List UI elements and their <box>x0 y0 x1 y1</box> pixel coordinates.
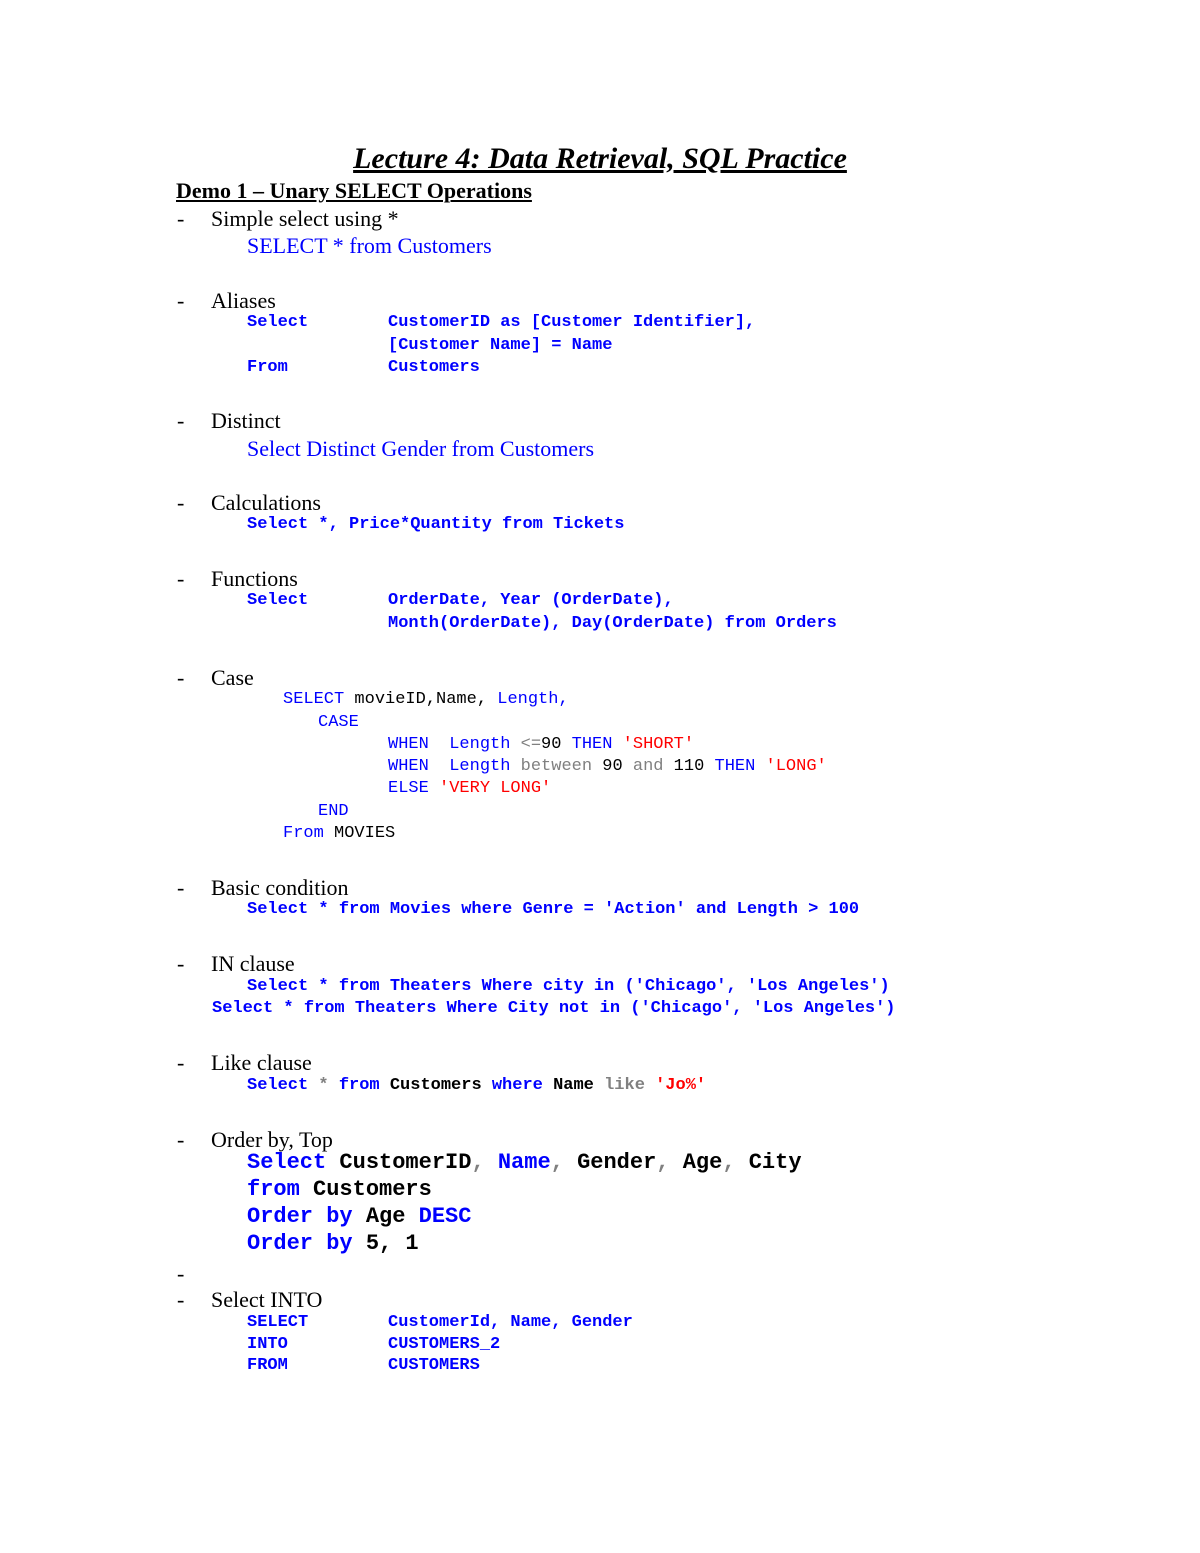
section-label-in-clause: IN clause <box>211 951 295 976</box>
code-select-into-line-2: CUSTOMERS_2 <box>388 1335 501 1354</box>
section-label-select-into: Select INTO <box>211 1287 323 1312</box>
section-label-case: Case <box>211 665 254 690</box>
code-aliases-line-3: Customers <box>388 358 480 377</box>
section-label-distinct: Distinct <box>211 408 281 433</box>
code-like-clause: Select * from Customers where Name like 'Jo%' <box>247 1076 707 1095</box>
bullet-dash: - <box>177 206 185 231</box>
code-aliases-select-keyword: Select <box>247 313 309 332</box>
code-basic-condition: Select * from Movies where Genre = 'Action' and Length > 100 <box>247 900 860 919</box>
code-functions-select-keyword: Select <box>247 591 309 610</box>
section-label-calculations: Calculations <box>211 490 321 515</box>
code-case-line-3: WHEN Length <=90 THEN 'SHORT' <box>388 735 695 754</box>
section-label-functions: Functions <box>211 566 298 591</box>
code-case-line-7: From MOVIES <box>283 824 396 843</box>
section-label-simple-select: Simple select using * <box>211 206 399 231</box>
code-case-line-2: CASE <box>318 713 359 732</box>
code-distinct: Select Distinct Gender from Customers <box>247 436 595 461</box>
code-select-into-into-keyword: INTO <box>247 1335 288 1354</box>
bullet-dash: - <box>177 490 185 515</box>
code-aliases-line-2: [Customer Name] = Name <box>388 336 613 355</box>
bullet-dash: - <box>177 951 185 976</box>
code-select-into-line-3: CUSTOMERS <box>388 1356 480 1375</box>
bullet-dash: - <box>177 1127 185 1152</box>
section-label-like-clause: Like clause <box>211 1050 312 1075</box>
bullet-dash: - <box>177 875 185 900</box>
page-title: Lecture 4: Data Retrieval, SQL Practice <box>353 142 847 175</box>
section-label-aliases: Aliases <box>211 288 276 313</box>
bullet-dash: - <box>177 408 185 433</box>
code-select-into-line-1: CustomerId, Name, Gender <box>388 1313 633 1332</box>
code-select-into-select-keyword: SELECT <box>247 1313 309 1332</box>
section-label-order-by: Order by, Top <box>211 1127 333 1152</box>
code-calculations: Select *, Price*Quantity from Tickets <box>247 515 625 534</box>
bullet-dash-empty: - <box>177 1261 185 1286</box>
bullet-dash: - <box>177 1050 185 1075</box>
bullet-dash: - <box>177 288 185 313</box>
bullet-dash: - <box>177 1287 185 1312</box>
code-in-clause-line-2: Select * from Theaters Where City not in ('Chicago', 'Los Angeles') <box>212 999 896 1018</box>
code-case-line-1: SELECT movieID,Name, Length, <box>283 690 569 709</box>
code-in-clause-line-1: Select * from Theaters Where city in ('Chicago', 'Los Angeles') <box>247 977 890 996</box>
code-case-line-6: END <box>318 802 349 821</box>
code-functions-line-2: Month(OrderDate), Day(OrderDate) from Orders <box>388 614 837 633</box>
code-functions-line-1: OrderDate, Year (OrderDate), <box>388 591 674 610</box>
code-order-by-line-2: from Customers <box>247 1177 432 1202</box>
code-aliases-from-keyword: From <box>247 358 288 377</box>
demo-heading: Demo 1 – Unary SELECT Operations <box>176 178 532 203</box>
code-case-line-5: ELSE 'VERY LONG' <box>388 779 552 798</box>
section-label-basic-condition: Basic condition <box>211 875 349 900</box>
code-order-by-line-4: Order by 5, 1 <box>247 1231 419 1256</box>
code-order-by-line-3: Order by Age DESC <box>247 1204 472 1229</box>
bullet-dash: - <box>177 665 185 690</box>
code-case-line-4: WHEN Length between 90 and 110 THEN 'LONG' <box>388 757 827 776</box>
code-select-into-from-keyword: FROM <box>247 1356 288 1375</box>
code-order-by-line-1: Select CustomerID, Name, Gender, Age, City <box>247 1150 802 1175</box>
bullet-dash: - <box>177 566 185 591</box>
code-simple-select: SELECT * from Customers <box>247 233 492 258</box>
code-aliases-line-1: CustomerID as [Customer Identifier], <box>388 313 756 332</box>
